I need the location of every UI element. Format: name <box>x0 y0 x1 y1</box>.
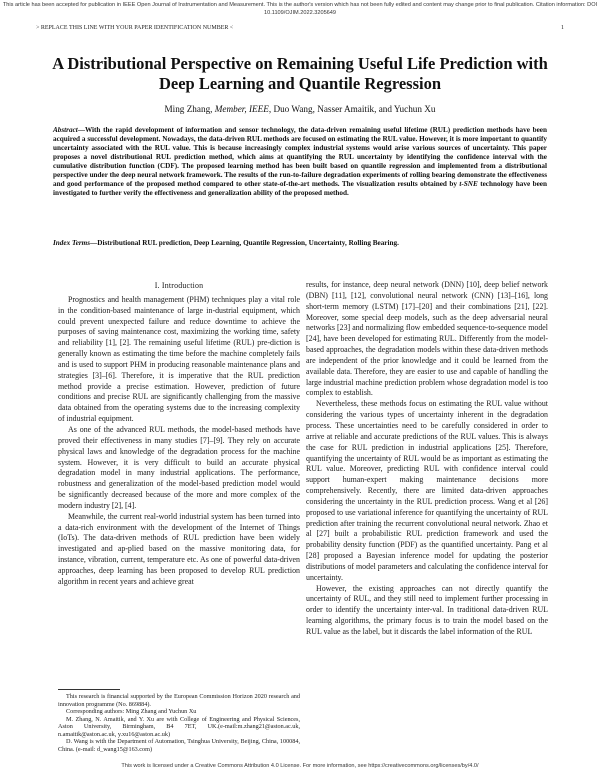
footnote-funding: This research is financial supported by the European Commission Horizon 2020 research and innovation programme (No. 869884). <box>58 693 300 708</box>
right-paragraph-3: However, the existing approaches can not directly quantify the uncertainty of RUL, and they still need to implement further processing in order to identify the uncertainty inter-val. In traditional data-driven RUL learning algorithms, the primary focus is to train the model based on the RUL value as the label, but it discards the label information of the RUL <box>306 583 548 636</box>
abstract-tsne: t-SNE <box>459 180 478 189</box>
footnote-affiliation-tsinghua: D. Wang is with the Department of Automation, Tsinghua University, Beijing, China, 100084, China. (e-mail: d_wang15@163.com) <box>58 738 300 753</box>
index-terms-text: —Distributional RUL prediction, Deep Learning, Quantile Regression, Uncertainty, Rolling Bearing. <box>90 239 399 247</box>
footnotes <box>58 693 300 753</box>
author-first-role: Member, IEEE <box>214 104 269 114</box>
left-paragraph-2: As one of the advanced RUL methods, the model-based methods have proved their effectiveness in many studies [7]–[9]. They rely on accurate physical laws and knowledge of the degradation process for the machine system. However, it is very difficult to build an accurate physical degradation model in many industrial applications. The performance, robustness and generalization of the model-based prediction model would be significantly decreased because of the more and more complex of the modern industry [2], [4]. <box>58 424 300 510</box>
author-first: Ming Zhang <box>164 104 211 114</box>
index-terms <box>53 239 547 248</box>
section-heading-introduction: I. Introduction <box>154 281 204 290</box>
author-others: Duo Wang, Nasser Amaitik, and Yuchun Xu <box>273 104 436 114</box>
abstract-text-post: technology have been investigated to further verify the effectiveness and generalization ability of the proposed method. <box>53 180 547 198</box>
right-column <box>306 280 548 638</box>
running-header <box>36 24 564 32</box>
acceptance-notice: This article has been accepted for publication in IEEE Open Journal of Instrumentation and Measurement. This is the author's version which has not been fully edited and content may change prior to final publication. Citation information: DOI 10.1109/OJIM.2022.3205649 <box>2 2 598 16</box>
running-header-text: > REPLACE THIS LINE WITH YOUR PAPER IDENTIFICATION NUMBER < <box>36 25 234 31</box>
paper-title: A Distributional Perspective on Remaining Useful Life Prediction with Deep Learning and Quantile Regression <box>52 54 548 93</box>
abstract <box>53 126 547 198</box>
footnote-affiliation-aston: M. Zhang, N. Amaitik, and Y. Xu are with College of Engineering and Physical Sciences, Aston University, Birmingham, B4 7ET, UK.(e-mail:m.zhang21@aston.ac.uk, n.amaitik@aston.ac.uk, y.xu16@aston.ac.uk) <box>58 715 300 738</box>
right-paragraph-2: Nevertheless, these methods focus on estimating the RUL value without considering the various types of uncertainty inherent in the degradation process. These uncertainties need to be carefully considered in order to arrive at reliable and accurate predictions of the RUL values. This is always the case for RUL prediction in industrial applications [25]. Therefore, quantifying the uncertainty of RUL would be as important as estimating the RUL value. Moreover, predicting RUL with confidence interval could support human-expert making maintenance decisions more comprehensively. Recently, there are limited data-driven approaches considering the uncertainty in the RUL prediction process. Wang et al [26] proposed to use variational inference for quantifying the uncertainty of RUL prediction after training the recurrent convolutional neural network. Zhao et al [27] built a probabilistic RUL prediction framework and used the probability density function (PDF) as the quantified uncertainty. Pang et al [28] proposed a Bayesian inference model for updating the posterior distributions of model parameters and calculating the confidence interval for uncertainty. <box>306 399 548 582</box>
footnote-rule <box>58 689 120 690</box>
footnote-corresponding: Corresponding authors: Ming Zhang and Yuchun Xu <box>66 708 197 716</box>
author-line: Ming Zhang, Member, IEEE, Duo Wang, Nasser Amaitik, and Yuchun Xu <box>164 104 436 114</box>
license-notice: This work is licensed under a Creative Commons Attribution 4.0 License. For more information, see https://creativecommons.org/licenses/by/4.0/ <box>121 763 479 769</box>
left-column <box>58 281 300 588</box>
page-number: 1 <box>561 25 564 31</box>
index-terms-label: Index Terms <box>53 239 91 247</box>
abstract-text-pre: —With the rapid development of information and sensor technology, the data-driven remaining useful lifetime (RUL) prediction methods have been acquired a successful development. Nowadays, the data-driven RUL methods are focused on estimating the RUL value. However, it is more important to quantify uncertainty associated with the RUL value. This is because increasingly complex industrial systems would arise various sources of uncertainty. This paper proposes a novel distributional RUL prediction method, which aims at quantifying the RUL uncertainty by identifying the confidence interval with the cumulative distribution function (CDF). The proposed learning method has been built based on quantile regression and implemented from a distributional perspective under the deep neural network framework. The results of the run-to-failure degradation experiments of rolling bearing demonstrate the effectiveness and good performance of the proposed method compared to other state-of-the-art methods. The visualization results obtained by <box>53 126 547 189</box>
left-paragraph-1: Prognostics and health management (PHM) techniques play a vital role in the condition-based maintenance of large in-dustrial equipment, which could prevent unexpected failure and reduce downtime to achieve the purposes of saving maintenance cost, maximizing the working time, safety and reliability [1], [2]. The remaining useful lifetime (RUL) pre-diction is generally known as estimating the time before the machine completely fails and is used to support PHM in producing reasonable maintenance plans and strategies [3]–[6]. Therefore, it is imperative that the RUL prediction method provide a precise estimation. However, prediction of future conditions and precise RUL are significantly challenging from the massive data obtained from the operating systems due to the increasing complexity of industrial equipment. <box>58 294 300 424</box>
right-paragraph-1: results, for instance, deep neural network (DNN) [10], deep belief network (DBN) [11], [12], convolutional neural network (CNN) [13]–[16], long short-term memory (LSTM) [17]–[20] and their combinations [21], [22]. Moreover, some special deep models, such as the deep adversarial neural networks [23] and normalizing flow embedded sequence-to-sequence model [24], have been developed for estimating RUL. Differently from the model-based approaches, the degradation models within these data-driven methods are independent of the prior knowledge and it could be learned from the available data. Therefore, they are easier to use and capable of handling the large industrial machine prediction problem whose degradation model is too complex to establish. <box>306 280 548 398</box>
left-paragraph-3: Meanwhile, the current real-world industrial system has been turned into a data-rich environment with the development of the Internet of Things (IoTs). The data-driven methods of RUL prediction have been widely investigated and ap-plied based on the massive monitoring data, for instance, vibration, current, temperature etc. As one of powerful data-driven approaches, deep learning has been proposed to develop RUL prediction algorithm in recent years and achieve great <box>58 511 300 586</box>
abstract-label: Abstract <box>53 126 78 134</box>
